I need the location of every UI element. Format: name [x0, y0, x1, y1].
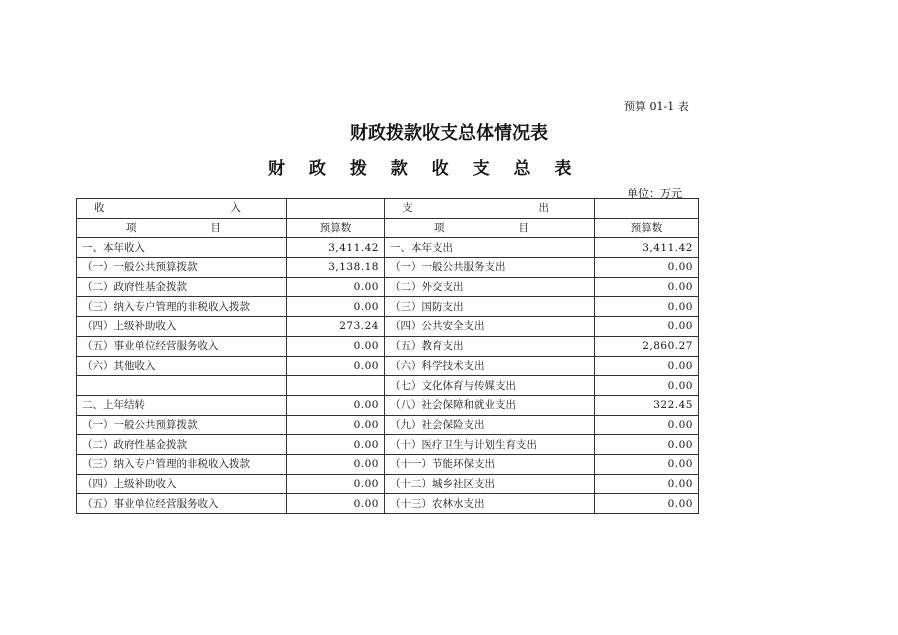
expense-item-cell: （二）外交支出 — [385, 277, 595, 297]
income-item-cell: （三）纳入专户管理的非税收入拨款 — [77, 454, 287, 474]
income-item-cell: （二）政府性基金拨款 — [77, 435, 287, 455]
income-item-cell: （五）事业单位经营服务收入 — [77, 494, 287, 514]
income-amount-cell: 0.00 — [287, 395, 385, 415]
income-amount-cell: 0.00 — [287, 435, 385, 455]
table-row — [77, 494, 699, 514]
expense-amount-cell: 0.00 — [595, 415, 699, 435]
income-group-header: 收 入 — [77, 199, 287, 219]
expense-item-header: 项 目 — [385, 218, 595, 238]
group-header-row — [77, 199, 699, 219]
expense-item-cell: （十）医疗卫生与计划生育支出 — [385, 435, 595, 455]
table-row — [77, 356, 699, 376]
expense-item-cell: （十一）节能环保支出 — [385, 454, 595, 474]
income-item-cell: （一）一般公共预算拨款 — [77, 258, 287, 278]
income-amount-cell: 0.00 — [287, 454, 385, 474]
expense-item-cell: （三）国防支出 — [385, 297, 595, 317]
table-row — [77, 317, 699, 337]
expense-amount-cell: 0.00 — [595, 258, 699, 278]
expense-item-cell: （九）社会保险支出 — [385, 415, 595, 435]
income-amount-cell: 3,411.42 — [287, 238, 385, 258]
income-amount-cell: 0.00 — [287, 356, 385, 376]
income-item-cell: （一）一般公共预算拨款 — [77, 415, 287, 435]
income-item-cell: 一、本年收入 — [77, 238, 287, 258]
expense-group-blank — [595, 199, 699, 219]
expense-item-cell: 一、本年支出 — [385, 238, 595, 258]
expense-group-header: 支 出 — [385, 199, 595, 219]
page-title: 财政拨款收支总体情况表 — [350, 123, 548, 144]
unit-label: 单位：万元 — [627, 187, 682, 200]
income-item-cell: （六）其他收入 — [77, 356, 287, 376]
expense-item-cell: （一）一般公共服务支出 — [385, 258, 595, 278]
expense-amount-cell: 0.00 — [595, 317, 699, 337]
income-budget-header: 预算数 — [287, 218, 385, 238]
table-row — [77, 336, 699, 356]
income-item-cell — [77, 376, 287, 396]
table-row — [77, 395, 699, 415]
table-row — [77, 258, 699, 278]
expense-amount-cell: 3,411.42 — [595, 238, 699, 258]
expense-item-cell: （七）文化体育与传媒支出 — [385, 376, 595, 396]
income-amount-cell — [287, 376, 385, 396]
expense-item-cell: （十三）农林水支出 — [385, 494, 595, 514]
expense-item-cell: （六）科学技术支出 — [385, 356, 595, 376]
income-item-cell: （四）上级补助收入 — [77, 474, 287, 494]
table-row — [77, 376, 699, 396]
form-code: 预算 01-1 表 — [624, 100, 689, 113]
expense-item-cell: （十二）城乡社区支出 — [385, 474, 595, 494]
column-header-row — [77, 218, 699, 238]
table-row — [77, 454, 699, 474]
income-amount-cell: 3,138.18 — [287, 258, 385, 278]
income-item-cell: 二、上年结转 — [77, 395, 287, 415]
budget-table — [76, 198, 699, 514]
income-item-cell: （四）上级补助收入 — [77, 317, 287, 337]
income-amount-cell: 273.24 — [287, 317, 385, 337]
income-amount-cell: 0.00 — [287, 336, 385, 356]
expense-amount-cell: 0.00 — [595, 474, 699, 494]
income-amount-cell: 0.00 — [287, 474, 385, 494]
expense-amount-cell: 0.00 — [595, 297, 699, 317]
expense-item-cell: （八）社会保障和就业支出 — [385, 395, 595, 415]
expense-amount-cell: 2,860.27 — [595, 336, 699, 356]
table-row — [77, 297, 699, 317]
expense-amount-cell: 0.00 — [595, 376, 699, 396]
expense-amount-cell: 322.45 — [595, 395, 699, 415]
expense-item-cell: （五）教育支出 — [385, 336, 595, 356]
table-row — [77, 238, 699, 258]
income-item-cell: （五）事业单位经营服务收入 — [77, 336, 287, 356]
expense-amount-cell: 0.00 — [595, 494, 699, 514]
table-row — [77, 415, 699, 435]
expense-amount-cell: 0.00 — [595, 454, 699, 474]
table-row — [77, 277, 699, 297]
income-item-cell: （二）政府性基金拨款 — [77, 277, 287, 297]
expense-item-cell: （四）公共安全支出 — [385, 317, 595, 337]
income-item-header: 项 目 — [77, 218, 287, 238]
table-row — [77, 435, 699, 455]
income-amount-cell: 0.00 — [287, 297, 385, 317]
income-amount-cell: 0.00 — [287, 277, 385, 297]
income-item-cell: （三）纳入专户管理的非税收入拨款 — [77, 297, 287, 317]
expense-budget-header: 预算数 — [595, 218, 699, 238]
expense-amount-cell: 0.00 — [595, 435, 699, 455]
income-amount-cell: 0.00 — [287, 494, 385, 514]
income-amount-cell: 0.00 — [287, 415, 385, 435]
page-subtitle: 财 政 拨 款 收 支 总 表 — [268, 159, 581, 179]
expense-amount-cell: 0.00 — [595, 277, 699, 297]
income-group-blank — [287, 199, 385, 219]
table-row — [77, 474, 699, 494]
expense-amount-cell: 0.00 — [595, 356, 699, 376]
